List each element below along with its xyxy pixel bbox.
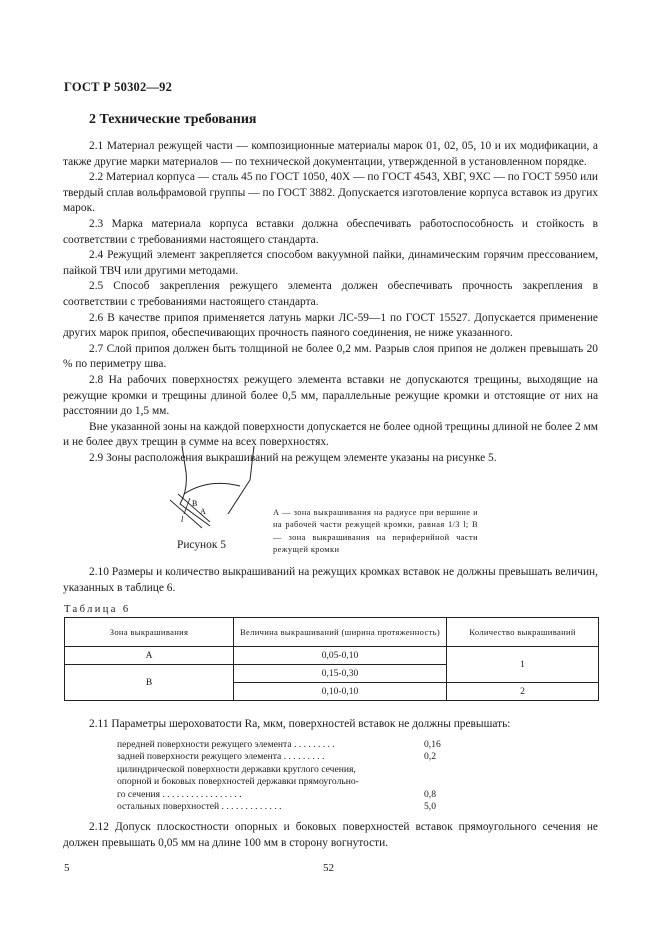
paragraph-2-3: 2.3 Марка материала корпуса вставки должна обеспечивать работоспособность и стойкость в соответствии с требованиями настоящего стандарта. [63,217,598,246]
page-number: 52 [323,862,334,874]
paragraph-2-11: 2.11 Параметры шероховатости Ra, мкм, поверхностей вставок не должны превышать: [89,718,511,730]
paragraph-2-11-block [63,717,598,733]
paragraph-2-9: 2.9 Зоны расположения выкрашиваний на режущем элементе указаны на рисунке 5. [89,451,497,464]
paragraph-2-6: 2.6 В качестве припоя применяется латунь марки ЛС-59—1 по ГОСТ 15527. Допускается применение других марок припоя, обеспечивающих прочность паяного соединения, не ниже указанного. [63,311,598,340]
table-header-row [65,618,599,647]
document-id: ГОСТ Р 50302—92 [64,80,173,94]
label-a: А [200,507,206,516]
param-row: передней поверхности режущего элемента . . . . . . . . . 0,16 [117,739,441,750]
paragraph-2-10: 2.10 Размеры и количество выкрашиваний на режущих кромках вставок не должны превышать величин, указанных в таблице 6. [63,566,598,594]
paragraph-2-8-cont: Вне указанной зоны на каждой поверхности допускается не более одной трещины длиной не более 2 мм и не более двух трещин в сумме на всех поверхностях. [63,420,598,449]
paragraph-2-7: 2.7 Слой припоя должен быть толщиной не более 0,2 мм. Разрыв слоя припоя не должен превышать 20 % по периметру шва. [63,342,598,371]
cell-size: 0,05-0,10 [234,647,447,665]
cell-zone: В [65,665,234,701]
insert-edge [228,446,254,514]
figure-note: А — зона выкрашивания на радиусе при вершине и на рабочей части режущей кромки, равная 1/3 l; В — зона выкрашивания на периферийной части режущей кромки [273,508,478,555]
body-paragraphs [63,139,598,466]
cell-count: 1 [447,647,599,683]
figure-caption: Рисунок 5 [177,539,226,551]
paragraph-2-8: 2.8 На рабочих поверхностях режущего элемента вставки не допускаются трещины, выходящие на режущие кромки и трещины длиной более 0,5 мм, параллельные режущие кромки и отстоящие от них на расстоянии до 1,5 мм. [63,373,598,418]
paragraph-2-12-block [63,820,598,851]
header-count: Количество выкрашиваний [447,618,599,647]
table-title: Таблица 6 [64,604,131,615]
roughness-params [117,739,462,813]
figure-5-drawing [150,442,270,538]
cell-zone: А [65,647,234,665]
cell-count: 2 [447,683,599,701]
header-size: Величина выкрашиваний (ширина протяженность) [234,618,447,647]
param-row: цилиндрической поверхности державки круглого сечения, [117,763,356,775]
paragraph-2-5: 2.5 Способ закрепления режущего элемента должен обеспечивать прочность закрепления в соответствии с требованиями настоящего стандарта. [63,280,598,308]
cell-size: 0,15-0,30 [234,665,447,683]
param-row: го сечения . . . . . . . . . . . . . . . . . 0,8 [117,788,436,800]
footer-left: 5 [64,862,70,874]
label-l: l [181,515,184,524]
table-row [65,647,599,665]
paragraph-2-4: 2.4 Режущий элемент закрепляется способом вакуумной пайки, динамическим горячим прессованием, пайкой ТВЧ или другими методами. [63,249,598,277]
paragraph-2-12: 2.12 Допуск плоскостности опорных и боковых поверхностей вставок прямоугольного сечения не должен превышать 0,05 мм на длине 100 мм в сторону вогнутости. [63,821,598,849]
param-row: опорной и боковых поверхностей державки прямоугольно- [117,776,359,788]
header-zone: Зона выкрашивания [65,618,234,647]
param-row: задней поверхности режущего элемента . . . . . . . . . 0,2 [117,751,436,763]
cell-size: 0,10-0,10 [234,683,447,701]
section-title: 2 Технические требования [89,112,257,127]
label-b: В [192,499,198,508]
param-row: остальных поверхностей . . . . . . . . . . . . . 5,0 [117,801,436,813]
paragraph-2-10-block [63,565,598,596]
cutting-radius [184,483,240,494]
table-6 [64,617,599,701]
paragraph-2-2: 2.2 Материал корпуса — сталь 45 по ГОСТ 1050, 40Х — по ГОСТ 4543, ХВГ, 9ХС — по ГОСТ 5950 или твердый сплав вольфрамовой группы — по ГОСТ 3882. Допускается изготовление корпуса вставок из других марок. [63,171,598,215]
paragraph-2-1: 2.1 Материал режущей части — композиционные материалы марок 01, 02, 05, 10 и их модификации, а также другие марки материалов — по технической документации, утвержденной в установленном порядке. [63,140,598,168]
